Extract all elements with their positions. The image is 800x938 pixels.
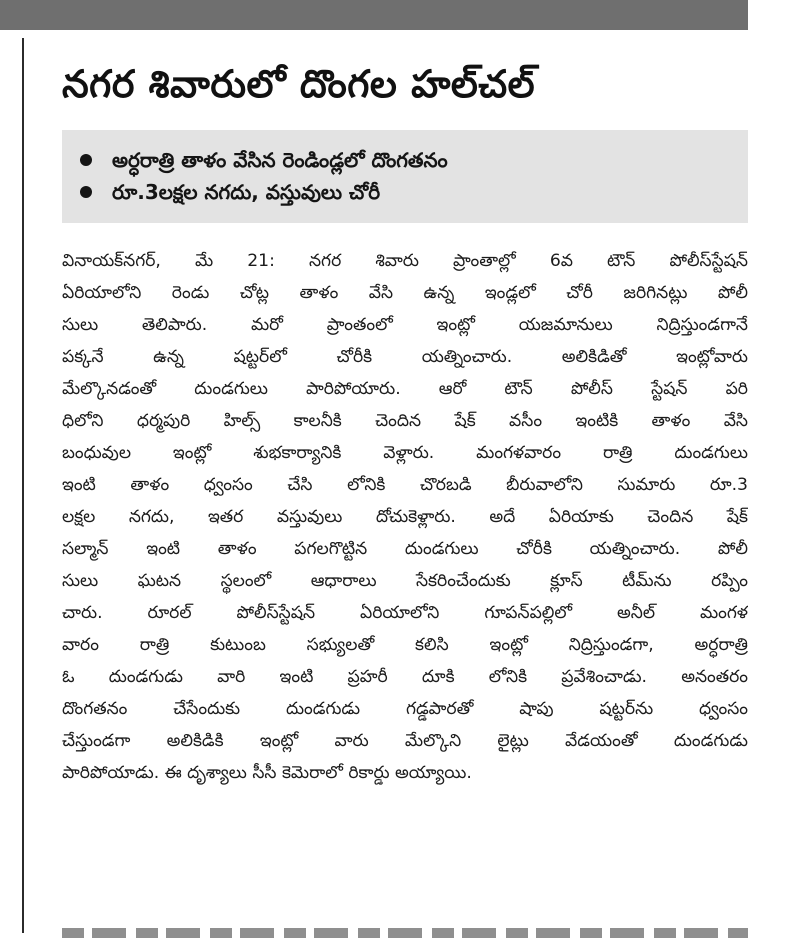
body-line: వారం రాత్రి కుటుంబ సభ్యులతో కలిసి ఇంట్లో నిద్రిస్తుండగా, అర్ధరాత్రి [62,635,748,655]
body-line: పారిపోయాడు. ఈ దృశ్యాలు సీసీ కెమెరాలో రికార్డు అయ్యాయి. [62,763,472,783]
body-line: లక్షల నగదు, ఇతర వస్తువులు దోచుకెళ్లారు. అదే ఏరియాకు చెందిన షేక్ [62,507,748,527]
bullet-icon [80,154,92,166]
highlight-text: రూ.3లక్షల నగదు, వస్తువులు చోరీ [112,180,381,204]
highlight-item [112,176,728,208]
body-line: సులు ఘటన స్థలంలో ఆధారాలు సేకరించేందుకు క్లూస్ టీమ్‌ను రప్పిం [62,571,748,591]
body-line: సల్మాన్ ఇంటి తాళం పగలగొట్టిన దుండగులు చోరీకి యత్నించారు. పోలీ [62,539,748,559]
highlight-item [112,144,728,176]
body-line: సులు తెలిపారు. మరో ప్రాంతంలో ఇంట్లో యజమానులు నిద్రిస్తుండగానే [62,315,748,335]
highlights-box [62,130,748,223]
column-divider [22,38,24,933]
body-line: దొంగతనం చేసేందుకు దుండగుడు గడ్డపారతో షాపు షట్టర్‌ను ధ్వంసం [62,699,748,719]
article-body [62,245,748,789]
headline: నగర శివారులో దొంగల హల్‌చల్ [62,62,536,106]
body-line: ఓ దుండగుడు వారి ఇంటి ప్రహరీ దూకి లోనికి ప్రవేశించాడు. అనంతరం [62,667,748,687]
body-line: చారు. రూరల్ పోలీస్‌స్టేషన్ ఏరియాలోని గూపన్‌పల్లిలో అనీల్ మంగళ [62,603,748,623]
cropped-text-fragment [62,928,748,938]
cropped-next-line [62,918,748,938]
bullet-icon [80,186,92,198]
body-line: ధిలోని ధర్మపురి హిల్స్ కాలనీకి చెందిన షేక్ వసీం ఇంటికి తాళం వేసి [62,411,748,431]
body-line: పక్కనే ఉన్న షట్టర్‌లో చోరీకి యత్నించారు. అలికిడితో ఇంట్లోవారు [62,347,748,367]
body-line: బంధువుల ఇంట్లో శుభకార్యానికి వెళ్లారు. మంగళవారం రాత్రి దుండగులు [62,443,748,463]
body-line: చేస్తుండగా అలికిడికి ఇంట్లో వారు మేల్కొని లైట్లు వేడయంతో దుండగుడు [62,731,748,751]
body-line: ఇంటి తాళం ధ్వంసం చేసి లోనికి చొరబడి బీరువాలోని సుమారు రూ.3 [62,475,748,495]
body-line: ఏరియాలోని రెండు చోట్ల తాళం వేసి ఉన్న ఇండ్లలో చోరీ జరిగినట్లు పోలీ [62,283,748,303]
article [62,44,748,789]
top-banner-bar [0,0,748,30]
highlights-list [112,144,728,208]
body-line: వినాయక్‌నగర్, మే 21: నగర శివారు ప్రాంతాల్లో 6వ టౌన్ పోలీస్‌స్టేషన్ [62,251,748,271]
body-line: మేల్కొనడంతో దుండగులు పారిపోయారు. ఆరో టౌన్ పోలీస్ స్టేషన్ పరి [62,379,748,399]
highlight-text: అర్ధరాత్రి తాళం వేసిన రెండిండ్లలో దొంగతనం [112,148,448,172]
